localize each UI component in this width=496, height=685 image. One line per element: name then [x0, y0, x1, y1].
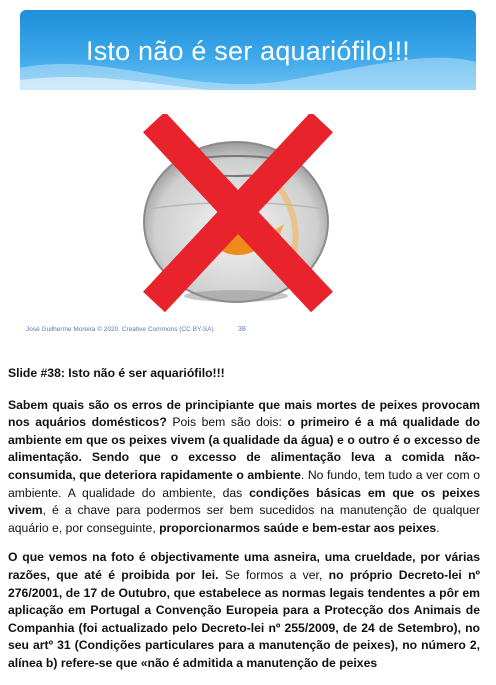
- p1-text-2: . No fundo, tem tudo a ver com o ambiente. A qualidade do ambiente, das: [8, 467, 480, 500]
- section-heading: Slide #38: Isto não é ser aquariófilo!!!: [8, 366, 225, 380]
- paragraph-2: [8, 549, 480, 672]
- slide-title: Isto não é ser aquariófilo!!!: [86, 36, 410, 66]
- p1-text-4: .: [436, 520, 440, 535]
- slide-banner: [20, 10, 476, 90]
- p1-text-1: Pois bem são dois:: [166, 415, 288, 430]
- slide-image: [18, 4, 478, 339]
- p2-bold-2: no próprio Decreto-lei nº 276/2001, de 17 de Outubro, que estabelece as normas legais tendentes a pôr em aplicação em Portugal a Convenção Europeia para a Protecção dos Animais de Companhia (foi actualizado pelo Decreto-lei nº 255/2009, de 24 de Setembro), no seu artº 31 (Condições particulares para a manutenção de peixes), no número 2, alínea b) refere-se que «não é admitida a manutenção de peixes: [8, 567, 480, 670]
- p1-text-3: , é a chave para podermos ser bem sucedidos na manutenção de qualquer aquário e, por conseguinte,: [8, 503, 480, 535]
- p1-bold-1: Sabem quais são os erros de principiante que mais mortes de peixes provocam nos aquários domésticos?: [8, 397, 480, 430]
- p1-bold-4: proporcionarmos saúde e bem-estar aos peixes: [159, 520, 437, 535]
- p1-bold-2: o primeiro é a má qualidade do ambiente em que os peixes vivem (a qualidade da água) e o outro é o excesso de alimentação. Sendo que o excesso de alimentação leva a comida não-consumida, que deteriora rapidamente o ambiente: [8, 415, 480, 482]
- paragraph-1: [8, 397, 480, 538]
- p1-bold-3: condições básicas em que os peixes vivem: [8, 485, 480, 518]
- slide-credit: José Guilherme Moreira © 2020. Creative Commons (CC BY-SA): [26, 326, 214, 333]
- fishbowl-image: [126, 114, 346, 314]
- p2-bold-1: O que vemos na foto é objectivamente uma asneira, uma crueldade, por várias razões, que até é proibida por lei.: [8, 550, 480, 582]
- p2-text-1: Se formos a ver,: [218, 567, 329, 582]
- slide-page-number: 38: [238, 326, 246, 333]
- document-body: [8, 365, 480, 685]
